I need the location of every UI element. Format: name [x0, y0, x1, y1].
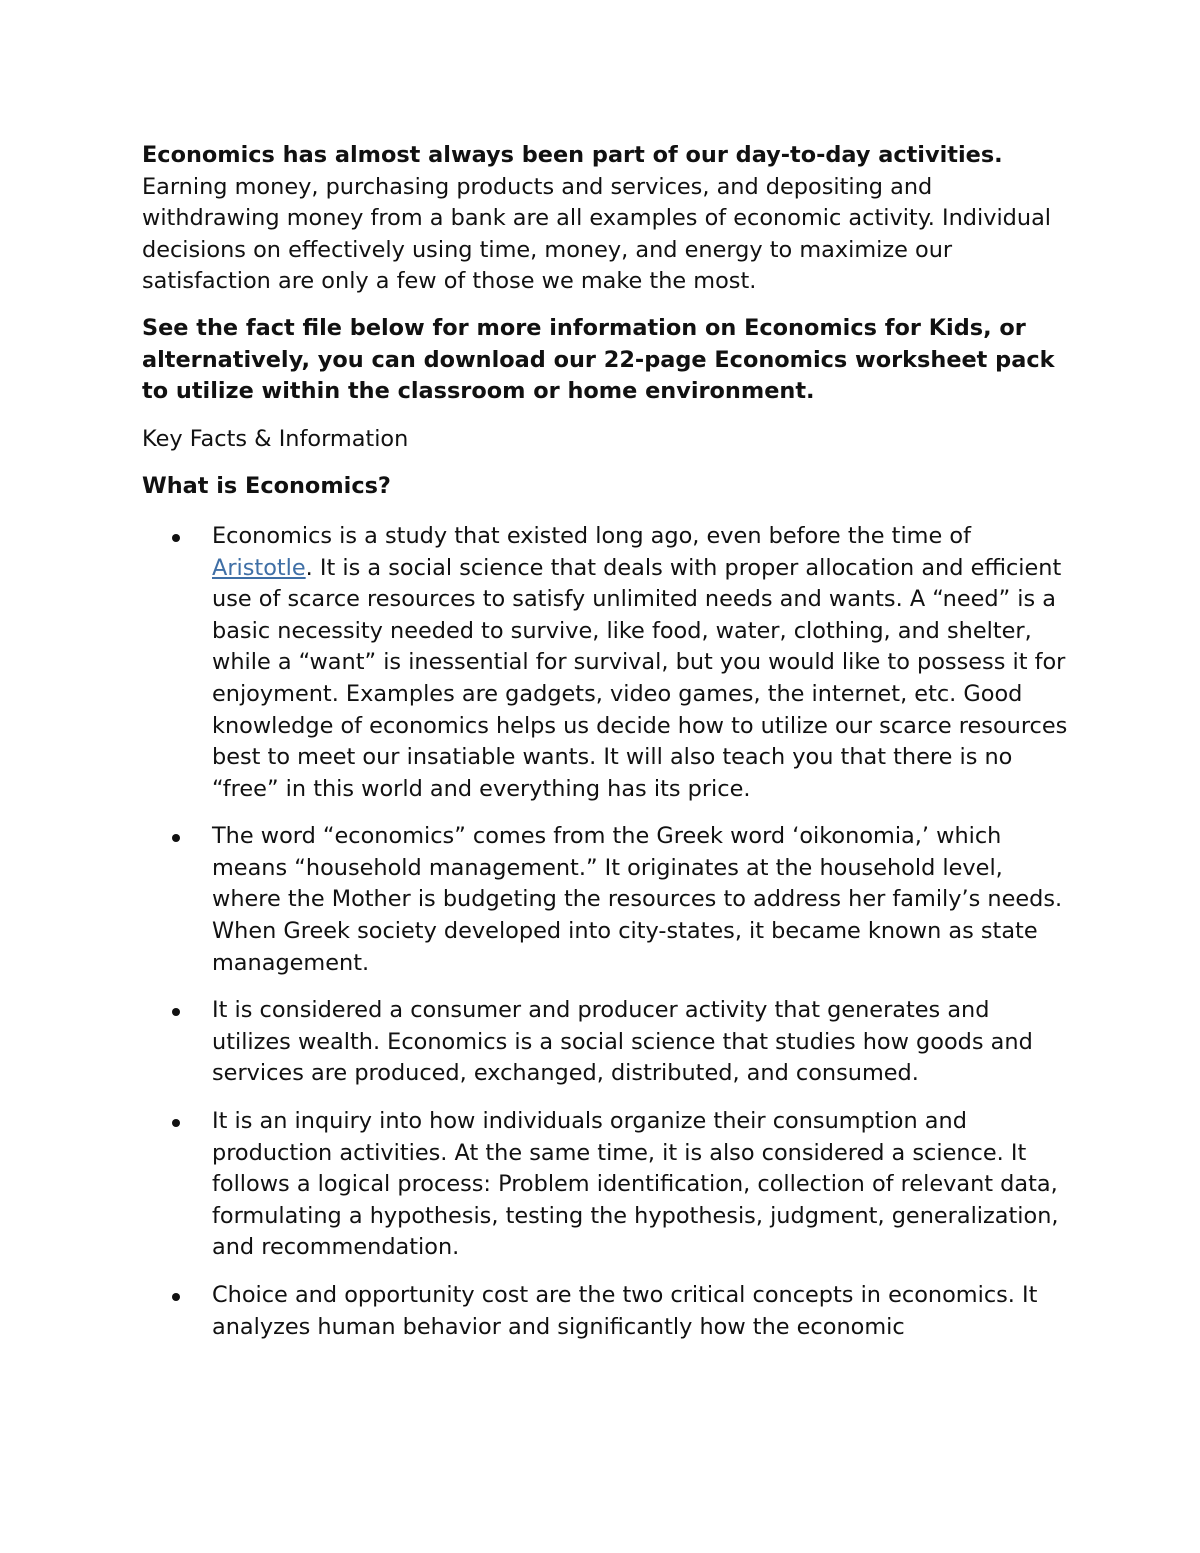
aristotle-link[interactable]: Aristotle	[212, 554, 306, 581]
fact-file-note: See the fact file below for more information on Economics for Kids, or alternatively, you can download our 22-page Economics worksheet pack to utilize within the classroom or home environment.	[142, 314, 1055, 405]
bullet-icon	[172, 1293, 180, 1301]
bullet-text-after-link: . It is a social science that deals with proper allocation and efficient use of scarce resources to satisfy unlimited needs and wants. A “need” is a basic necessity needed to survive, like food, water, clothing, and shelter, while a “want” is inessential for survival, but you would like to possess it for enjoyment. Examples are gadgets, video games, the internet, etc. Good knowledge of economics helps us decide how to utilize our scarce resources best to meet our insatiable wants. It will also teach you that there is no “free” in this world and everything has its price.	[212, 554, 1068, 802]
list-item	[212, 521, 1072, 805]
list-item	[212, 1280, 1072, 1343]
facts-list	[142, 521, 1072, 1343]
list-item	[212, 995, 1072, 1090]
bullet-text-before-link: Economics is a study that existed long ago, even before the time of	[212, 522, 971, 549]
key-facts-label: Key Facts & Information	[142, 425, 409, 452]
bullet-icon	[172, 534, 180, 542]
intro-body-text: Earning money, purchasing products and services, and depositing and withdrawing money from a bank are all examples of economic activity. Individual decisions on effectively using time, money, and energy to maximize our satisfaction are only a few of those we make the most.	[142, 173, 1052, 295]
list-item	[212, 821, 1072, 979]
bullet-text: The word “economics” comes from the Greek word ‘oikonomia,’ which means “household management.” It originates at the household level, where the Mother is budgeting the resources to address her family’s needs. When Greek society developed into city-states, it became known as state management.	[212, 823, 1063, 976]
bullet-icon	[172, 1119, 180, 1127]
bullet-text: Choice and opportunity cost are the two critical concepts in economics. It analyzes human behavior and significantly how the economic	[212, 1282, 1038, 1340]
list-item	[212, 1106, 1072, 1264]
intro-lead-text: Economics has almost always been part of our day-to-day activities.	[142, 142, 1003, 168]
intro-paragraph	[142, 140, 1072, 298]
bullet-text: It is considered a consumer and producer activity that generates and utilizes wealth. Economics is a social science that studies how goods and services are produced, exchanged, distributed, and consumed.	[212, 997, 1033, 1087]
bullet-icon	[172, 1008, 180, 1016]
section-heading: What is Economics?	[142, 473, 391, 500]
document-page	[142, 140, 1072, 1359]
bullet-text: It is an inquiry into how individuals organize their consumption and production activities. At the same time, it is also considered a science. It follows a logical process: Problem identification, collection of relevant data, formulating a hypothesis, testing the hypothesis, judgment, generalization, and recommendation.	[212, 1108, 1059, 1261]
bullet-icon	[172, 834, 180, 842]
